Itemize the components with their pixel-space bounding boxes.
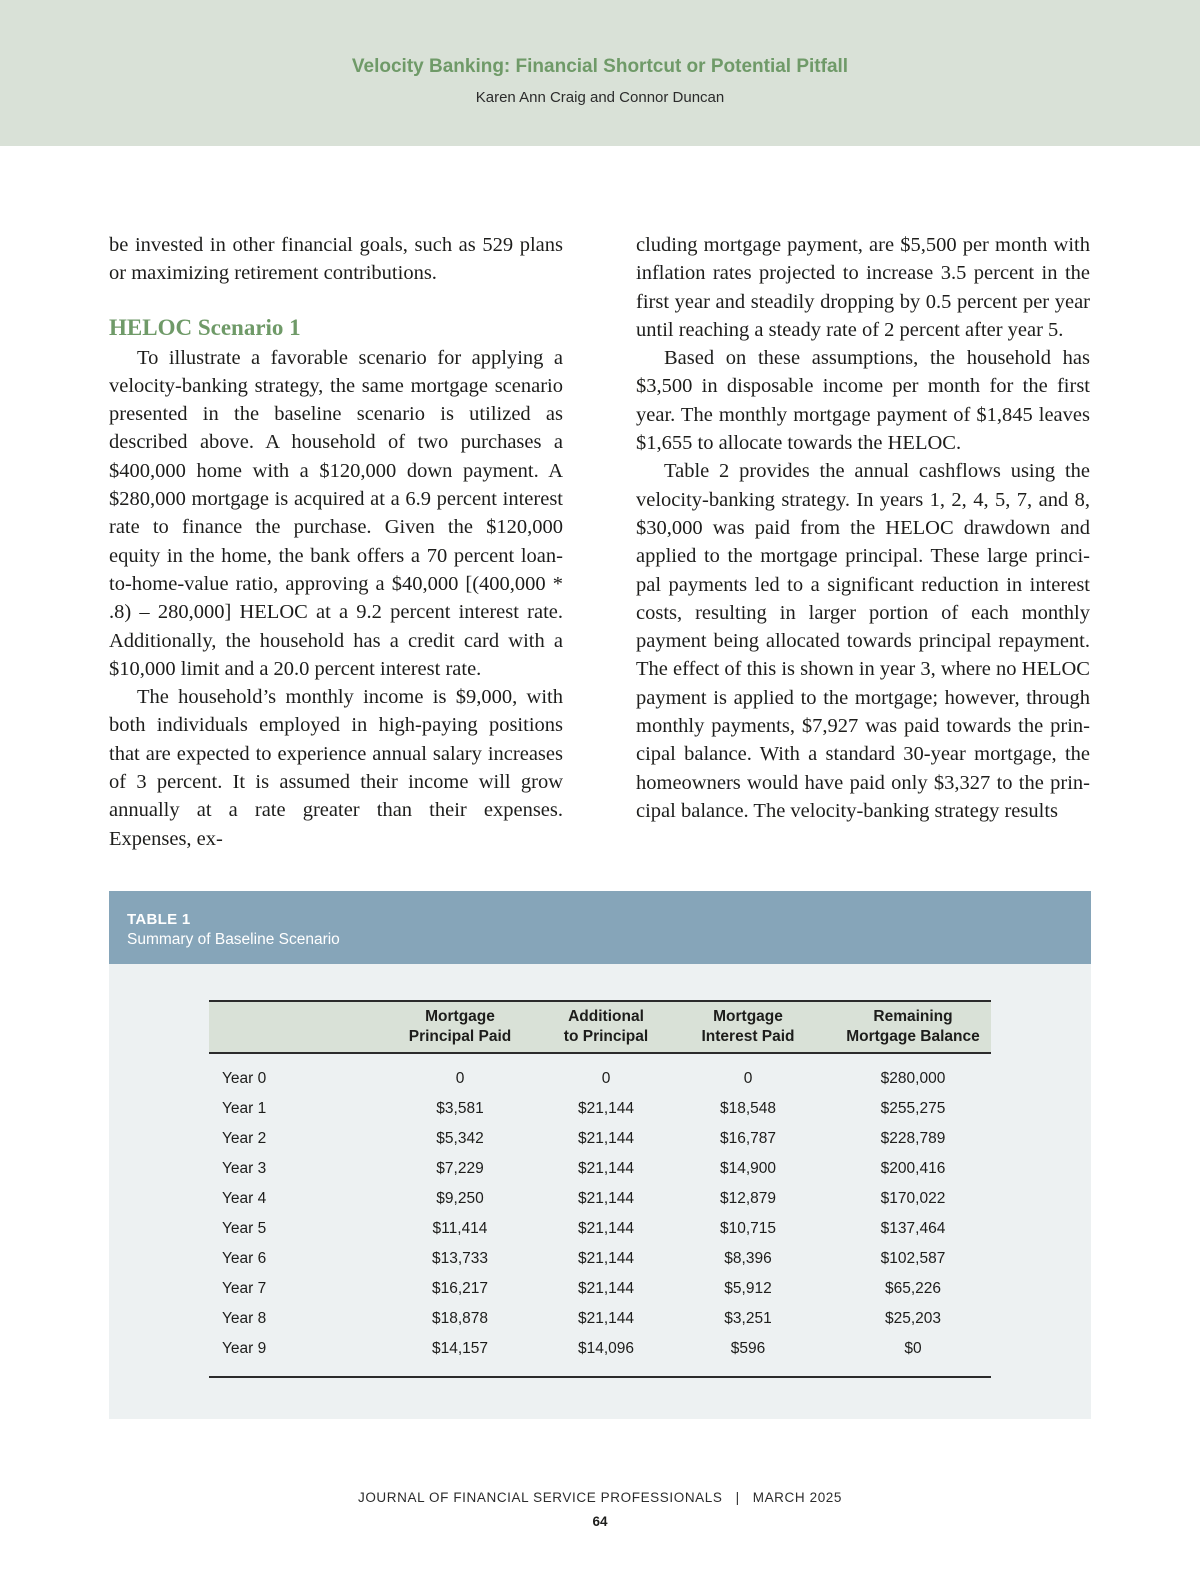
section-heading: HELOC Scenario 1 [109,314,301,340]
journal-footer [0,1490,1200,1505]
running-header [0,0,1200,146]
table-row: Year 1 $3,581 $21,144 $18,548 $255,275 [222,1100,946,1117]
table-caption: Summary of Baseline Scenario [127,931,340,948]
table-row: Year 9 $14,157 $14,096 $596 $0 [222,1340,922,1357]
table-row: Year 8 $18,878 $21,144 $3,251 $25,203 [222,1310,942,1327]
right-column [636,231,1090,825]
column-header-principal: Mortgage Principal Paid [369,1001,551,1053]
table-row: Year 4 $9,250 $21,144 $12,879 $170,022 [222,1190,946,1207]
page-number: 64 [592,1514,608,1529]
journal-name: JOURNAL OF FINANCIAL SERVICE PROFESSIONALS [357,1490,723,1505]
article-authors: Karen Ann Craig and Connor Duncan [475,89,725,106]
column-header-balance: Remaining Mortgage Balance [835,1001,991,1053]
baseline-scenario-table [209,1000,991,1378]
paragraph: cluding mortgage payment, are $5,500 per month with inflation rates projected to increase 3.5 percent in the first year and steadily dropping by 0.5 percent per year until reaching a steady rate of 2 percent after year 5. [636,234,1090,341]
column-header-interest: Mortgage Interest Paid [661,1001,835,1053]
paragraph: To illustrate a favorable scenario for applying a velocity-banking strategy, the same mortgage scenario presented in the baseline scenario is utilized as described above. A household of two purchases a $400,000 home with a $120,000 down payment. A $280,000 mortgage is acquired at a 6.9 percent interest rate to finance the purchase. Given the $120,000 equity in the home, the bank offers a 70 percent loan-to-home-value ratio, approving a $40,000 [(400,000 * .8) – 280,000] HELOC at a 9.2 percent interest rate. Additionally, the household has a credit card with a $10,000 limit and a 20.0 percent interest rate. [109,346,563,680]
table-label: TABLE 1 [127,911,191,928]
table-row: Year 6 $13,733 $21,144 $8,396 $102,587 [222,1250,946,1267]
column-header-year [209,1001,369,1053]
issue-date: MARCH 2025 [752,1490,843,1505]
paragraph: Table 2 provides the annual cashflows using the velocity-banking strategy. In years 1, 2, 4, 5, 7, and 8, $30,000 was paid from the HELOC drawdown and applied to the mortgage principal. These large principal payments led to a significant reduction in interest costs, resulting in larger portion of each monthly payment being allocated towards principal repayment. The effect of this is shown in year 3, where no HELOC payment is applied to the mortgage; however, through monthly payments, $7,927 was paid towards the principal balance. With a standard 30-year mortgage, the homeowners would have paid only $3,327 to the principal balance. The velocity-banking strategy results [636,460,1090,822]
article-title: Velocity Banking: Financial Shortcut or Potential Pitfall [351,56,849,77]
table-row: Year 2 $5,342 $21,144 $16,787 $228,789 [222,1130,946,1147]
footer-separator: | [735,1490,740,1505]
table-header-row [209,1001,991,1053]
table-row: Year 0 0 0 0 $280,000 [222,1070,946,1087]
paragraph: be invested in other financial goals, such as 529 plans or maximizing retirement contributions. [109,234,563,285]
table-row: Year 3 $7,229 $21,144 $14,900 $200,416 [222,1160,946,1177]
table-title-bar [109,891,1091,964]
column-header-additional: Additional to Principal [551,1001,661,1053]
paragraph: The household’s monthly income is $9,000, with both individuals employed in high-paying positions that are expected to experience annual salary increases of 3 percent. It is assumed their income will grow annually at a rate greater than their expenses. Expenses, ex- [109,686,563,850]
left-column [109,231,563,853]
table-row: Year 7 $16,217 $21,144 $5,912 $65,226 [222,1280,942,1297]
paragraph: Based on these assumptions, the household has $3,500 in disposable income per month for the first year. The monthly mortgage payment of $1,845 leaves $1,655 to allocate towards the HELOC. [636,347,1090,455]
table-row: Year 5 $11,414 $21,144 $10,715 $137,464 [222,1220,946,1237]
table-1-panel [109,891,1091,1419]
